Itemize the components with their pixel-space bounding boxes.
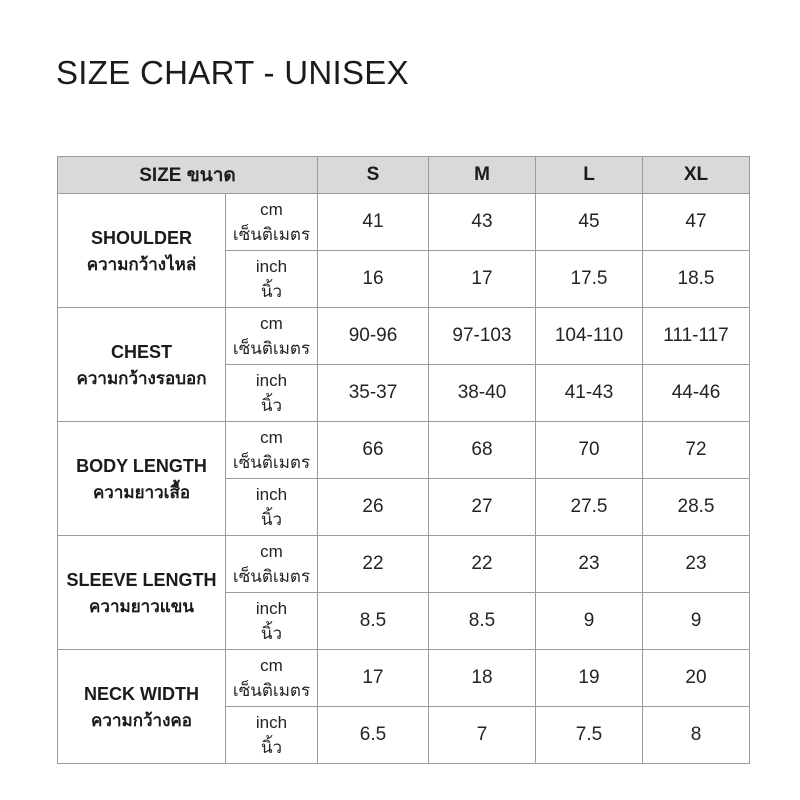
value-cell: 7.5 bbox=[536, 707, 643, 764]
value-cell: 20 bbox=[643, 650, 750, 707]
value-cell: 44-46 bbox=[643, 365, 750, 422]
unit-label-th: เซ็นติเมตร bbox=[232, 567, 311, 586]
unit-cell-cm bbox=[226, 536, 318, 593]
unit-label-th: นิ้ว bbox=[260, 510, 283, 529]
value-cell: 43 bbox=[429, 194, 536, 251]
value-cell: 17 bbox=[318, 650, 429, 707]
unit-cell-inch bbox=[226, 593, 318, 650]
unit-label-en: inch bbox=[255, 599, 288, 618]
unit-label-th: เซ็นติเมตร bbox=[232, 339, 311, 358]
header-col-s: S bbox=[318, 157, 429, 194]
section-label-sleeve-length bbox=[58, 536, 226, 650]
value-cell: 16 bbox=[318, 251, 429, 308]
unit-cell-inch bbox=[226, 251, 318, 308]
value-cell: 104-110 bbox=[536, 308, 643, 365]
value-cell: 72 bbox=[643, 422, 750, 479]
unit-label-en: cm bbox=[260, 428, 283, 447]
value-cell: 26 bbox=[318, 479, 429, 536]
section-label-body-length bbox=[58, 422, 226, 536]
size-chart-table bbox=[57, 156, 750, 764]
unit-label-th: เซ็นติเมตร bbox=[232, 453, 311, 472]
value-cell: 17 bbox=[429, 251, 536, 308]
unit-label-en: inch bbox=[255, 257, 288, 276]
value-cell: 28.5 bbox=[643, 479, 750, 536]
unit-label-th: นิ้ว bbox=[260, 282, 283, 301]
unit-label-th: นิ้ว bbox=[260, 396, 283, 415]
value-cell: 66 bbox=[318, 422, 429, 479]
unit-cell-cm bbox=[226, 194, 318, 251]
unit-label-th: นิ้ว bbox=[260, 738, 283, 757]
value-cell: 97-103 bbox=[429, 308, 536, 365]
section-name-th: ความยาวแขน bbox=[89, 596, 194, 616]
section-name-en: SLEEVE LENGTH bbox=[66, 569, 217, 590]
header-col-l: L bbox=[536, 157, 643, 194]
value-cell: 45 bbox=[536, 194, 643, 251]
section-name-th: ความกว้างไหล่ bbox=[86, 254, 197, 274]
value-cell: 8.5 bbox=[429, 593, 536, 650]
header-col-xl: XL bbox=[643, 157, 750, 194]
value-cell: 38-40 bbox=[429, 365, 536, 422]
value-cell: 111-117 bbox=[643, 308, 750, 365]
value-cell: 17.5 bbox=[536, 251, 643, 308]
section-name-th: ความยาวเสื้อ bbox=[92, 482, 191, 502]
section-label-chest bbox=[58, 308, 226, 422]
value-cell: 22 bbox=[318, 536, 429, 593]
value-cell: 18.5 bbox=[643, 251, 750, 308]
value-cell: 35-37 bbox=[318, 365, 429, 422]
value-cell: 47 bbox=[643, 194, 750, 251]
header-size-cell: SIZE ขนาด bbox=[58, 157, 318, 194]
unit-label-th: เซ็นติเมตร bbox=[232, 681, 311, 700]
value-cell: 23 bbox=[643, 536, 750, 593]
value-cell: 27 bbox=[429, 479, 536, 536]
value-cell: 27.5 bbox=[536, 479, 643, 536]
value-cell: 6.5 bbox=[318, 707, 429, 764]
section-name-th: ความกว้างรอบอก bbox=[76, 368, 207, 388]
table-row bbox=[58, 650, 750, 707]
table-row bbox=[58, 308, 750, 365]
unit-label-en: inch bbox=[255, 371, 288, 390]
value-cell: 7 bbox=[429, 707, 536, 764]
value-cell: 22 bbox=[429, 536, 536, 593]
table-row bbox=[58, 536, 750, 593]
unit-label-en: cm bbox=[260, 542, 283, 561]
value-cell: 9 bbox=[536, 593, 643, 650]
section-name-en: NECK WIDTH bbox=[84, 683, 199, 704]
unit-label-en: cm bbox=[260, 314, 283, 333]
value-cell: 23 bbox=[536, 536, 643, 593]
unit-label-en: cm bbox=[260, 656, 283, 675]
value-cell: 8.5 bbox=[318, 593, 429, 650]
unit-label-en: cm bbox=[260, 200, 283, 219]
value-cell: 9 bbox=[643, 593, 750, 650]
table-header-row bbox=[58, 157, 750, 194]
section-label-neck-width bbox=[58, 650, 226, 764]
value-cell: 90-96 bbox=[318, 308, 429, 365]
section-name-en: CHEST bbox=[110, 341, 172, 362]
value-cell: 41-43 bbox=[536, 365, 643, 422]
unit-cell-inch bbox=[226, 365, 318, 422]
unit-label-en: inch bbox=[255, 485, 288, 504]
table-row bbox=[58, 422, 750, 479]
section-name-en: BODY LENGTH bbox=[76, 455, 207, 476]
header-col-m: M bbox=[429, 157, 536, 194]
section-name-en: SHOULDER bbox=[90, 227, 192, 248]
section-label-shoulder bbox=[58, 194, 226, 308]
unit-cell-cm bbox=[226, 422, 318, 479]
value-cell: 68 bbox=[429, 422, 536, 479]
unit-label-th: นิ้ว bbox=[260, 624, 283, 643]
section-name-th: ความกว้างคอ bbox=[91, 710, 192, 730]
value-cell: 70 bbox=[536, 422, 643, 479]
value-cell: 41 bbox=[318, 194, 429, 251]
unit-label-th: เซ็นติเมตร bbox=[232, 225, 311, 244]
unit-label-en: inch bbox=[255, 713, 288, 732]
unit-cell-cm bbox=[226, 650, 318, 707]
unit-cell-inch bbox=[226, 707, 318, 764]
page-title: SIZE CHART - UNISEX bbox=[56, 54, 409, 91]
value-cell: 18 bbox=[429, 650, 536, 707]
unit-cell-cm bbox=[226, 308, 318, 365]
value-cell: 19 bbox=[536, 650, 643, 707]
value-cell: 8 bbox=[643, 707, 750, 764]
unit-cell-inch bbox=[226, 479, 318, 536]
table-row bbox=[58, 194, 750, 251]
